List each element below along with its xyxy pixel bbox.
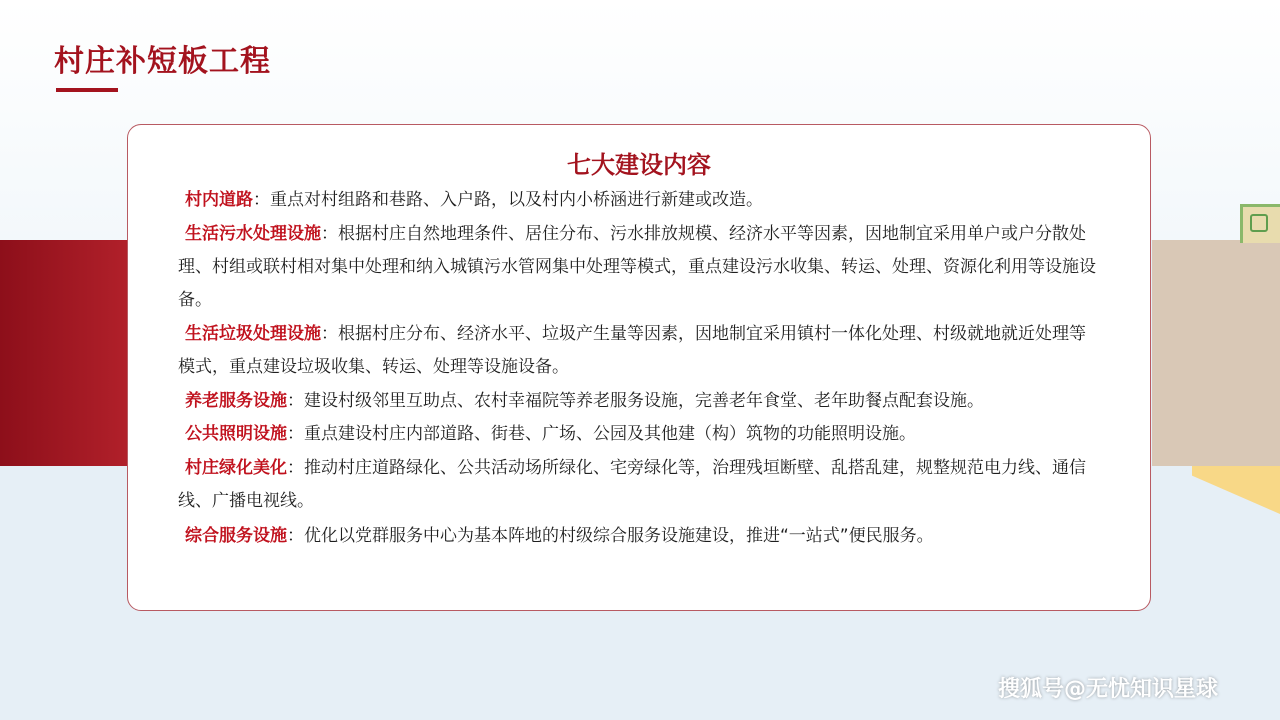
item-label: 生活垃圾处理设施	[185, 324, 321, 344]
item-label: 生活污水处理设施	[185, 224, 321, 244]
item-text: ：推动村庄道路绿化、公共活动场所绿化、宅旁绿化等，治理残垣断壁、乱搭乱建，规整规范电力线、通信线、广播电视线。	[178, 458, 1086, 511]
list-item	[178, 520, 1098, 553]
item-text: ：根据村庄分布、经济水平、垃圾产生量等因素，因地制宜采用镇村一体化处理、村级就地就近处理等模式，重点建设垃圾收集、转运、处理等设施设备。	[178, 324, 1086, 377]
item-label: 综合服务设施	[185, 526, 287, 546]
beige-band-right	[1152, 240, 1280, 466]
item-label: 养老服务设施	[185, 391, 287, 411]
item-text: ：重点建设村庄内部道路、街巷、广场、公园及其他建（构）筑物的功能照明设施。	[287, 424, 916, 444]
list-item	[178, 184, 1098, 217]
item-label: 村内道路	[185, 190, 253, 210]
item-text: ：重点对村组路和巷路、入户路，以及村内小桥涵进行新建或改造。	[253, 190, 763, 210]
list-item	[178, 418, 1098, 451]
card-heading: 七大建设内容	[567, 151, 711, 179]
item-text: ：根据村庄自然地理条件、居住分布、污水排放规模、经济水平等因素，因地制宜采用单户或户分散处理、村组或联村相对集中处理和纳入城镇污水管网集中处理等模式，重点建设污水收集、转运、处理、资源化利用等设施设备。	[178, 224, 1096, 310]
list-item	[178, 452, 1098, 518]
list-item	[178, 318, 1098, 384]
red-band-left	[0, 240, 128, 466]
watermark: 搜狐号@无忧知识星球	[998, 677, 1219, 702]
item-label: 公共照明设施	[185, 424, 287, 444]
content-card	[127, 124, 1151, 611]
item-text: ：建设村级邻里互助点、农村幸福院等养老服务设施，完善老年食堂、老年助餐点配套设施。	[287, 391, 984, 411]
page-title: 村庄补短板工程	[54, 44, 271, 79]
item-text: ：优化以党群服务中心为基本阵地的村级综合服务设施建设，推进“一站式”便民服务。	[287, 526, 934, 546]
list-item	[178, 385, 1098, 418]
title-underline	[56, 88, 118, 92]
list-item	[178, 218, 1098, 317]
item-label: 村庄绿化美化	[185, 458, 287, 478]
map-decoration-marker	[1250, 214, 1268, 232]
